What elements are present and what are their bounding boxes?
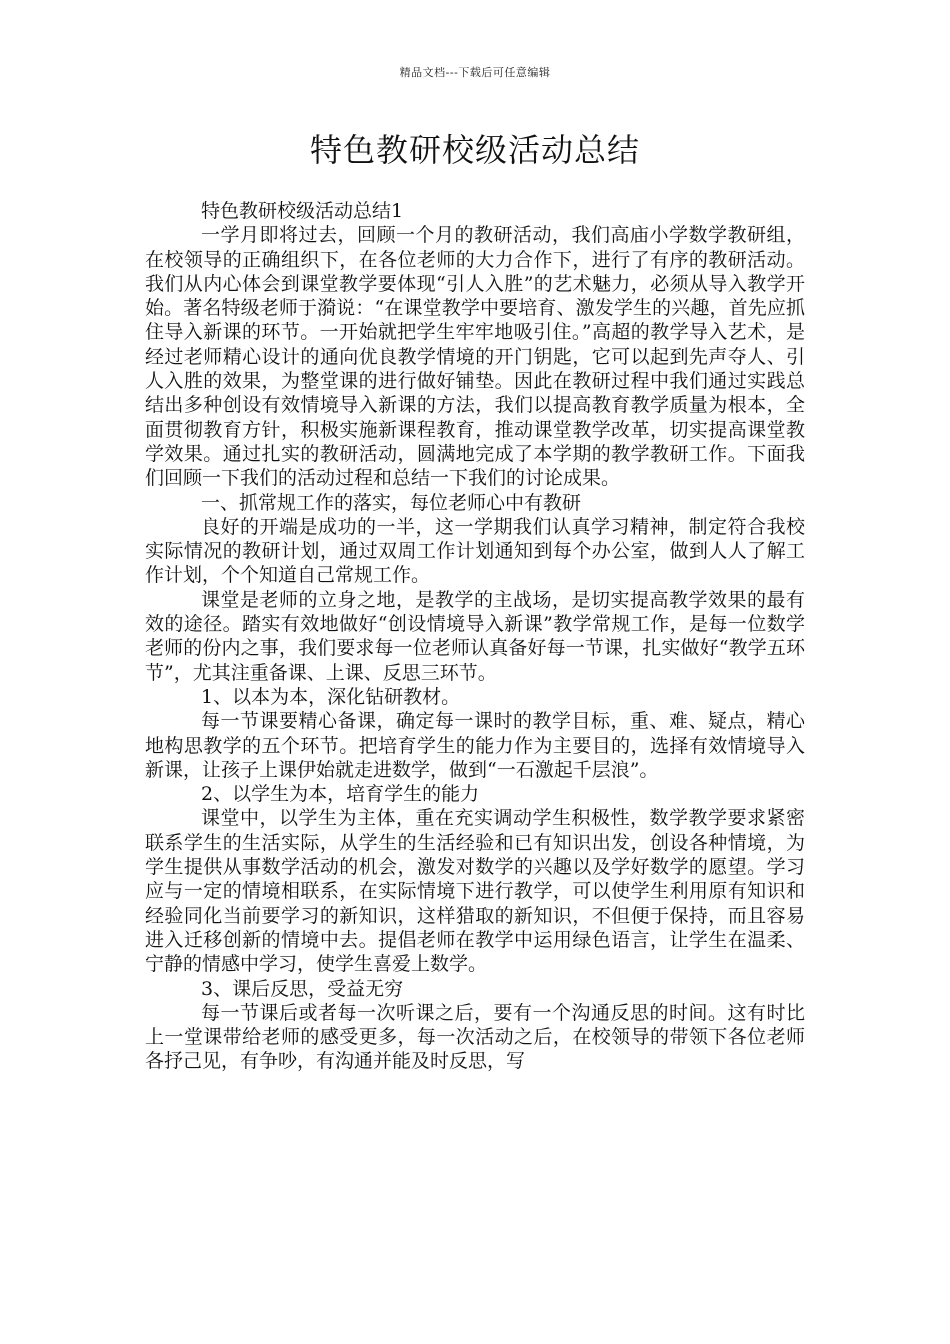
paragraph: 良好的开端是成功的一半，这一学期我们认真学习精神，制定符合我校实际情况的教研计划，通过双周工作计划通知到每个办公室，做到人人了解工作计划，个个知道自己常规工作。 bbox=[145, 515, 805, 587]
document-title: 特色教研校级活动总结 bbox=[309, 131, 640, 169]
paragraph: 每一节课要精心备课，确定每一课时的教学目标，重、难、疑点，精心地构思教学的五个环节。把培育学生的能力作为主要目的，选择有效情境导入新课，让孩子上课伊始就走进数学，做到“一石激起千层浪”。 bbox=[145, 710, 805, 781]
paragraph-intro: 一学月即将过去，回顾一个月的教研活动，我们高庙小学数学教研组，在校领导的正确组织下，在各位老师的大力合作下，进行了有序的教研活动。我们从内心体会到课堂教学要体现“引人入胜”的艺术魅力，必须从导入教学开始。著名特级老师于漪说：“在课堂教学中要培育、激发学生的兴趣，首先应抓住导入新课的环节。一开始就把学生牢牢地吸引住。”高超的教学导入艺术，是经过老师精心设计的通向优良教学情境的开门钥匙，它可以起到先声夺人、引人入胜的效果，为整堂课的进行做好铺垫。因此在教研过程中我们通过实践总结出多种创设有效情境导入新课的方法，我们以提高教育教学质量为根本，全面贯彻教育方针，积极实施新课程教育，推动课堂教学改革，切实提高课堂教学效果。通过扎实的教研活动，圆满地完成了本学期的教学教研工作。下面我们回顾一下我们的活动过程和总结一下我们的讨论成果。 bbox=[145, 224, 805, 490]
subheading-1: 1、以本为本，深化钻研教材。 bbox=[201, 685, 461, 708]
document-body bbox=[145, 199, 805, 1074]
section-heading-1: 一、抓常规工作的落实，每位老师心中有教研 bbox=[201, 491, 582, 514]
paragraph: 每一节课后或者每一次听课之后，要有一个沟通反思的时间。这有时比上一堂课带给老师的感受更多，每一次活动之后，在校领导的带领下各位老师各抒己见，有争吵，有沟通并能及时反思，写 bbox=[145, 1001, 805, 1073]
subheading-2: 2、以学生为本，培育学生的能力 bbox=[201, 783, 480, 806]
paragraph: 课堂是老师的立身之地，是教学的主战场，是切实提高教学效果的最有效的途径。踏实有效地做好“创设情境导入新课”教学常规工作，是每一位数学老师的份内之事，我们要求每一位老师认真备好每一节课，扎实做好“教学五环节”，尤其注重备课、上课、反思三环节。 bbox=[145, 588, 805, 684]
paragraph-subtitle: 特色教研校级活动总结1 bbox=[201, 200, 404, 222]
paragraph: 课堂中，以学生为主体，重在充实调动学生积极性，数学教学要求紧密联系学生的生活实际，从学生的生活经验和已有知识出发，创设各种情境，为学生提供从事数学活动的机会，激发对数学的兴趣以及学好数学的愿望。学习应与一定的情境相联系，在实际情境下进行教学，可以使学生利用原有知识和经验同化当前要学习的新知识，这样猎取的新知识，不但便于保持，而且容易进入迁移创新的情境中去。提倡老师在教学中运用绿色语言，让学生在温柔、宁静的情感中学习，使学生喜爱上数学。 bbox=[145, 807, 805, 976]
subheading-3: 3、课后反思，受益无穷 bbox=[201, 977, 404, 1000]
page-header: 精品文档---下载后可任意编辑 bbox=[399, 66, 551, 79]
